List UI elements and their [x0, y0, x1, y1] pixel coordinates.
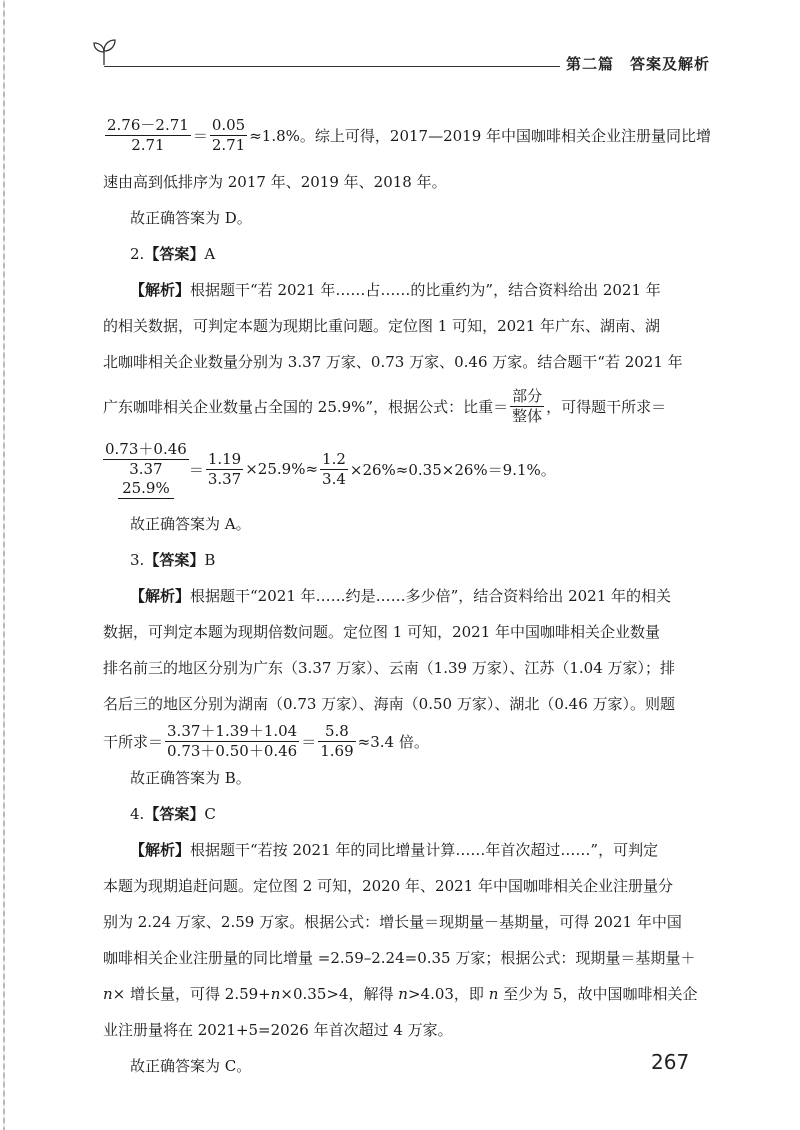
paragraph-line: 速由高到低排序为 2017 年、2019 年、2018 年。: [103, 173, 447, 191]
fraction-numerator: 1.2: [322, 449, 346, 468]
answer-line: 故正确答案为 C。: [130, 1057, 252, 1075]
paragraph-line: 别为 2.24 万家、2.59 万家。根据公式：增长量＝现期量－基期量，可得 2021 年中国: [103, 913, 682, 931]
paragraph-line: 的相关数据，可判定本题为现期比重问题。定位图 1 可知，2021 年广东、湖南、湖: [103, 317, 661, 335]
fraction: [210, 116, 247, 155]
paragraph-line: 北咖啡相关企业数量分别为 3.37 万家、0.73 万家、0.46 万家。结合题干“若 2021 年: [103, 353, 683, 371]
question-number: 3.: [130, 551, 145, 569]
equals-sign: ＝: [301, 732, 317, 751]
paragraph-line: 数据，可判定本题为现期倍数问题。定位图 1 可知，2021 年中国咖啡相关企业数量: [103, 623, 661, 641]
formula-line-1: [103, 110, 712, 160]
paragraph-line: 咖啡相关企业注册量的同比增量 =2.59–2.24=0.35 万家；根据公式：现期量＝基期量＋: [103, 949, 696, 967]
equals-sign: ＝: [188, 460, 204, 479]
analysis-tag: 【解析】: [130, 841, 191, 859]
fraction-numerator: 3.37＋1.39＋1.04: [167, 721, 298, 740]
answer-tag: 【答案】: [144, 551, 205, 569]
paragraph-line: [103, 980, 698, 1008]
fraction-numerator: 3.37: [129, 459, 163, 478]
nested-fraction: [118, 460, 174, 499]
answer-line: 故正确答案为 B。: [130, 769, 251, 787]
fraction: [165, 722, 299, 761]
variable-n: n: [488, 985, 499, 1003]
text-run: ×25.9%≈: [245, 460, 319, 478]
fraction-denominator: 3.4: [322, 469, 346, 488]
page-content: [103, 110, 712, 1080]
text-run: ≈3.4 倍。: [357, 732, 429, 751]
text-run: ，可得题干所求＝: [546, 397, 667, 416]
variable-n: n: [398, 985, 408, 1003]
text-run: 干所求＝: [103, 732, 164, 751]
page-number: 267: [651, 1050, 690, 1074]
text-run: 根据题干“若 2021 年……占……的比重约为”，结合资料给出 2021 年: [190, 281, 661, 299]
paragraph-line: [103, 276, 695, 304]
question-number: 2.: [130, 245, 145, 263]
text-run: 根据题干“若按 2021 年的同比增量计算……年首次超过……”，可判定: [190, 841, 659, 859]
paragraph-line: [103, 384, 695, 428]
answer-tag: 【答案】: [144, 805, 205, 823]
fraction-numerator: 部分: [512, 386, 543, 405]
page-header: [0, 0, 800, 80]
question-answer-heading: [103, 800, 695, 828]
answer-line: 故正确答案为 D。: [130, 209, 252, 227]
text-run: × 增长量，可得 2.59+: [112, 985, 271, 1003]
fraction-numerator: 0.73＋0.46: [105, 439, 187, 458]
section-title: 第二篇 答案及解析: [566, 55, 711, 73]
paragraph-line: 本题为现期追赶问题。定位图 2 可知，2020 年、2021 年中国咖啡相关企业注册量分: [103, 877, 673, 895]
text-run: 至少为 5，故中国咖啡相关企: [498, 985, 698, 1003]
text-run: >4.03，即: [407, 985, 489, 1003]
paragraph-line: 名后三的地区分别为湖南（0.73 万家）、海南（0.50 万家）、湖北（0.46 万家）。则题: [103, 695, 676, 713]
formula-line-2: [103, 436, 695, 502]
answer-line: 故正确答案为 A。: [130, 515, 251, 533]
fraction-numerator: 0.05: [211, 115, 246, 134]
text-run: ×26%≈0.35×26%＝9.1%。: [349, 460, 556, 479]
compound-fraction: [103, 440, 189, 499]
fraction-denominator: 3.37: [207, 469, 242, 488]
text-run: ≈1.8%。综上可得，2017—2019 年中国咖啡相关企业注册量同比增: [249, 126, 712, 145]
paragraph-line: 排名前三的地区分别为广东（3.37 万家）、云南（1.39 万家）、江苏（1.04 万家）；排: [103, 659, 676, 677]
answer-letter: C: [204, 805, 216, 823]
formula-line-3: [103, 718, 695, 764]
text-run: ×0.35>4，解得: [280, 985, 399, 1003]
analysis-tag: 【解析】: [130, 281, 191, 299]
binding-dots: [3, 0, 5, 1130]
variable-n: n: [270, 985, 281, 1003]
answer-letter: B: [204, 551, 216, 569]
question-number: 4.: [130, 805, 145, 823]
fraction-denominator: 1.69: [320, 741, 354, 760]
sprout-icon: [93, 37, 127, 67]
fraction: [320, 450, 348, 489]
text-run: 根据题干“2021 年……约是……多少倍”，结合资料给出 2021 年的相关: [190, 587, 672, 605]
fraction-numerator: 2.76－2.71: [107, 115, 189, 134]
fraction: [206, 450, 243, 489]
fraction-denominator: 2.71: [131, 135, 165, 154]
fraction-denominator: 0.73＋0.50＋0.46: [167, 741, 298, 760]
text-run: 广东咖啡相关企业数量占全国的 25.9%”，根据公式：比重＝: [103, 397, 509, 416]
answer-letter: A: [204, 245, 216, 263]
fraction-denominator: 25.9%: [118, 479, 174, 499]
equals-sign: ＝: [192, 126, 208, 145]
fraction: [105, 116, 191, 155]
answer-tag: 【答案】: [144, 245, 205, 263]
fraction-denominator: 整体: [512, 406, 543, 425]
fraction: [510, 387, 544, 426]
fraction-numerator: 5.8: [318, 722, 355, 742]
variable-n: n: [103, 985, 113, 1003]
header-rule: [104, 66, 560, 67]
fraction-numerator: 1.19: [207, 449, 242, 468]
fraction-denominator: 2.71: [211, 135, 246, 154]
analysis-tag: 【解析】: [130, 587, 191, 605]
fraction: [318, 722, 355, 761]
question-answer-heading: [103, 546, 695, 574]
paragraph-line: [103, 582, 695, 610]
paragraph-line: [103, 836, 695, 864]
question-answer-heading: [103, 240, 695, 268]
paragraph-line: 业注册量将在 2021+5=2026 年首次超过 4 万家。: [103, 1021, 453, 1039]
